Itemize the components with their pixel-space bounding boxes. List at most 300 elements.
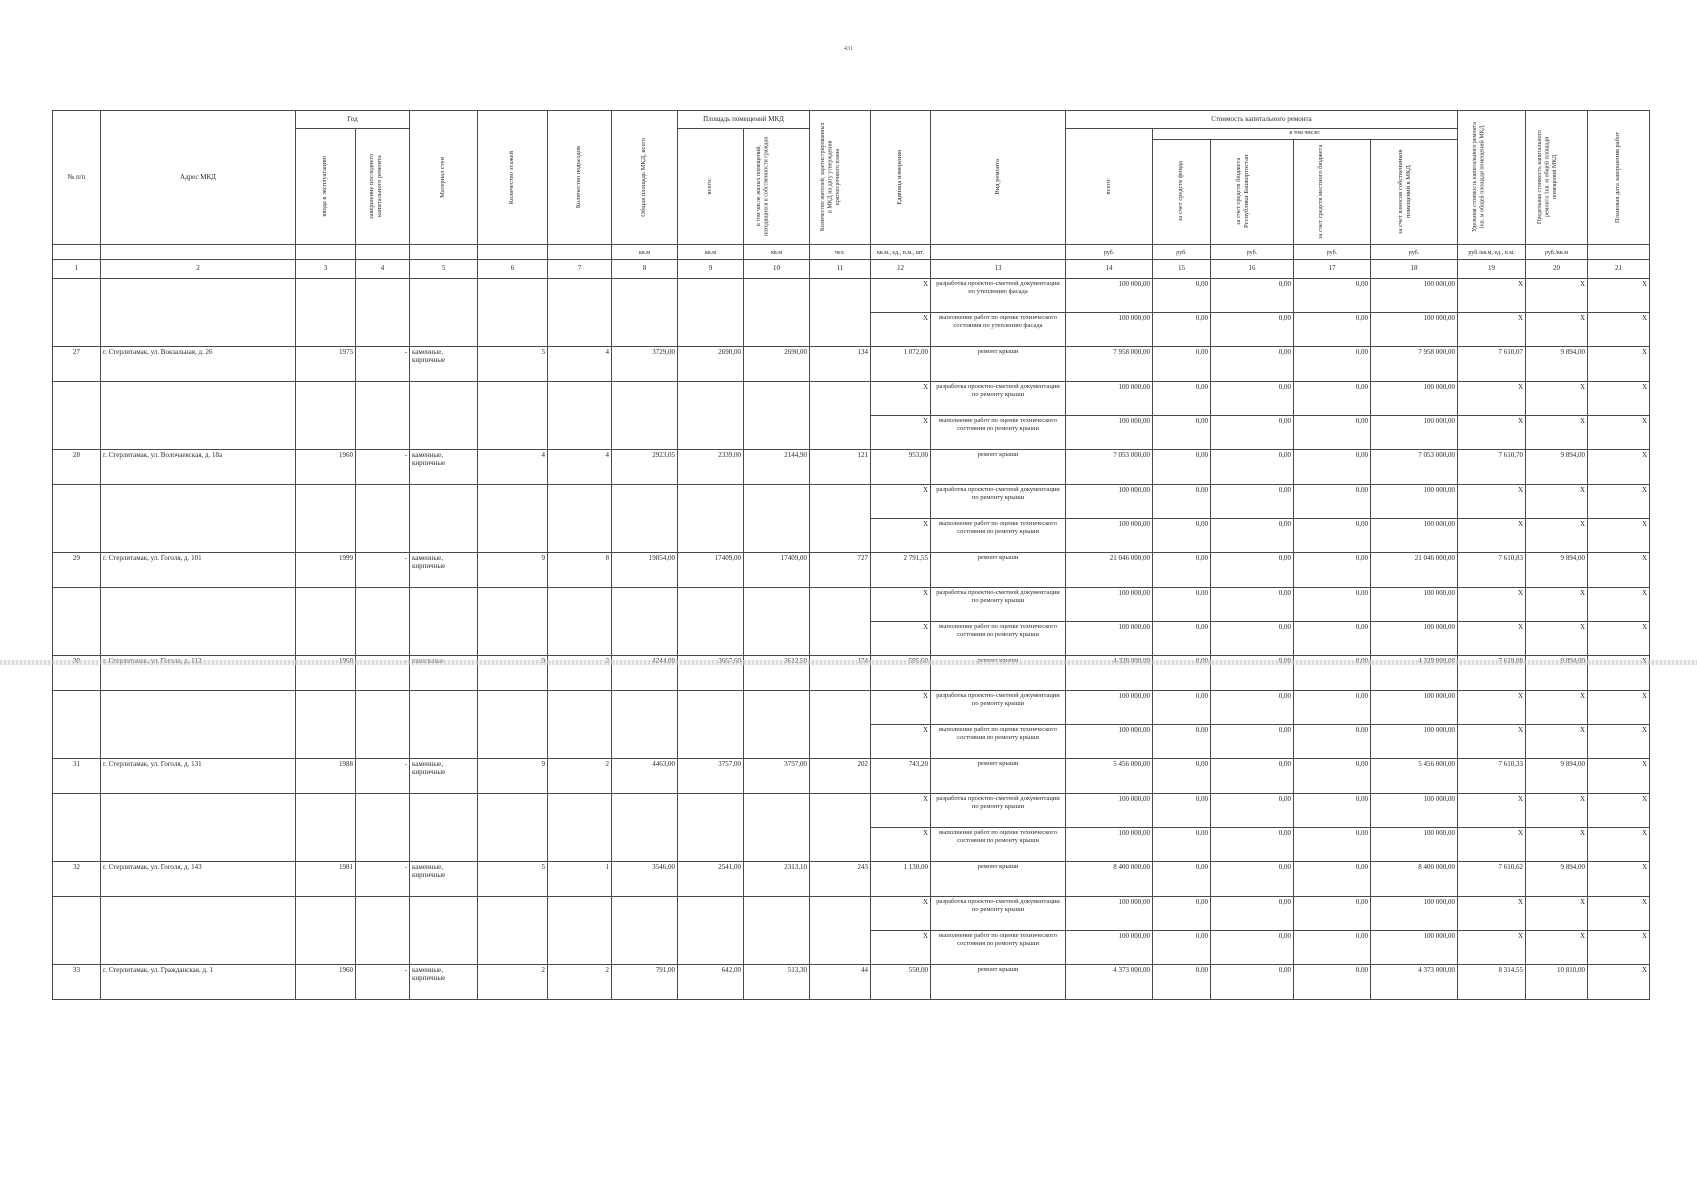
header-entrances-text: Количество подъездов [575,146,583,209]
work-item-row [53,896,1650,930]
table-cell: X [871,827,931,861]
table-cell [101,896,296,930]
table-cell [410,621,478,655]
table-cell: разработка проектно-сметной документации по утеплению фасада [931,278,1066,312]
table-cell: X [1588,312,1650,346]
column-index-cell: 20 [1526,259,1588,278]
table-cell: 0,00 [1211,861,1294,896]
table-cell [101,484,296,518]
column-index-cell: 18 [1371,259,1458,278]
column-index-cell: 12 [871,259,931,278]
table-cell [478,793,548,827]
table-cell: 100 000,00 [1066,793,1153,827]
table-cell: 4 373 000,00 [1066,964,1153,999]
table-cell [744,724,810,758]
header-cost-owners [1371,139,1458,244]
table-cell [744,415,810,449]
header-max-cost-text: Предельная стоимость капитального ремонта 1кв. м общей площади помещений МКД [1536,130,1558,225]
table-cell [101,690,296,724]
table-cell: X [1526,278,1588,312]
table-cell: 121 [810,449,871,484]
table-cell: 0,00 [1294,964,1371,999]
table-cell: 0,00 [1294,758,1371,793]
table-cell: 0,00 [1294,415,1371,449]
header-year-group: Год [296,111,410,129]
table-cell: 0,00 [1153,415,1211,449]
column-index-cell: 14 [1066,259,1153,278]
column-index-cell: 11 [810,259,871,278]
table-cell: 0,00 [1211,724,1294,758]
table-cell [356,621,410,655]
table-cell: 2 [478,964,548,999]
table-cell [53,484,101,518]
table-cell: ремонт крыши [931,758,1066,793]
header-cost-local [1294,139,1371,244]
header-residents [810,111,871,245]
table-cell [548,793,612,827]
table-cell [410,381,478,415]
table-cell [296,724,356,758]
table-cell: 0,00 [1153,690,1211,724]
table-cell: X [1526,381,1588,415]
table-cell [356,381,410,415]
table-cell: 5 [478,346,548,381]
table-cell: 0,00 [1294,861,1371,896]
table-cell [101,415,296,449]
table-cell: 2 791,55 [871,552,931,587]
work-item-row [53,827,1650,861]
table-cell [478,724,548,758]
table-cell: 0,00 [1294,930,1371,964]
house-row [53,552,1650,587]
table-cell [478,381,548,415]
table-cell: 17409,00 [744,552,810,587]
table-cell [548,518,612,552]
header-entrances [548,111,612,245]
unit-cell: руб. [1294,244,1371,259]
table-cell [296,896,356,930]
table-cell: 100 000,00 [1371,896,1458,930]
table-cell: 100 000,00 [1371,621,1458,655]
table-cell: 27 [53,346,101,381]
table-cell: ремонт крыши [931,861,1066,896]
table-cell: 100 000,00 [1371,827,1458,861]
table-cell: 100 000,00 [1371,930,1458,964]
table-cell: X [1588,861,1650,896]
table-cell: 0,00 [1211,415,1294,449]
table-cell: 3757,00 [678,758,744,793]
table-cell: X [1588,278,1650,312]
header-year-commission-text: ввода в эксплуатацию [321,155,329,217]
table-cell: 0,00 [1211,381,1294,415]
column-index-cell: 4 [356,259,410,278]
table-cell: X [1458,587,1526,621]
table-cell [744,621,810,655]
table-cell [296,587,356,621]
table-cell: 8 314,55 [1458,964,1526,999]
header-premises-residents [744,129,810,245]
table-cell: X [1588,896,1650,930]
table-cell: 0,00 [1211,827,1294,861]
table-cell [612,415,678,449]
table-cell [744,381,810,415]
table-cell: 134 [810,346,871,381]
header-total-area [612,111,678,245]
table-cell: X [871,312,931,346]
table-cell [101,587,296,621]
unit-cell: руб./кв.м, ед., п.м. [1458,244,1526,259]
table-cell: 100 000,00 [1066,484,1153,518]
table-cell: 21 046 000,00 [1371,552,1458,587]
column-index-cell: 3 [296,259,356,278]
table-cell: 0,00 [1294,587,1371,621]
table-cell: 100 000,00 [1371,724,1458,758]
table-cell [548,415,612,449]
header-year-last-repair [356,129,410,245]
column-index-cell: 16 [1211,259,1294,278]
table-cell [612,518,678,552]
table-cell: X [1458,896,1526,930]
table-cell: каменные, кирпичные [410,758,478,793]
table-cell: 0,00 [1211,930,1294,964]
table-cell: X [1458,724,1526,758]
table-cell [356,690,410,724]
table-cell: 100 000,00 [1066,827,1153,861]
table-cell [548,278,612,312]
table-cell [101,518,296,552]
table-cell [296,621,356,655]
table-cell: 0,00 [1211,484,1294,518]
table-cell: X [1526,690,1588,724]
table-cell [356,278,410,312]
table-cell: X [871,793,931,827]
table-cell: 2923,05 [612,449,678,484]
table-cell [810,278,871,312]
table-cell: 0,00 [1211,587,1294,621]
table-cell [356,415,410,449]
table-cell [53,793,101,827]
table-cell [810,312,871,346]
table-cell: 1960 [296,964,356,999]
table-cell [101,278,296,312]
table-cell [296,415,356,449]
table-cell: X [1588,827,1650,861]
table-cell [678,724,744,758]
table-cell: X [1526,793,1588,827]
table-cell [53,724,101,758]
table-cell [101,793,296,827]
table-cell [548,930,612,964]
table-cell [356,484,410,518]
table-cell [612,312,678,346]
work-item-row [53,518,1650,552]
table-cell: 0,00 [1211,896,1294,930]
header-deadline-text: Плановая дата завершения работ [1614,131,1622,223]
table-cell [744,484,810,518]
table-cell: - [356,964,410,999]
table-cell: выполнение работ по оценке технического состояния по ремонту крыши [931,930,1066,964]
table-cell: 0,00 [1211,793,1294,827]
table-cell: выполнение работ по оценке технического состояния по ремонту крыши [931,827,1066,861]
table-cell [548,724,612,758]
table-cell: 0,00 [1294,552,1371,587]
table-cell: X [871,587,931,621]
table-cell: X [1588,346,1650,381]
table-cell [548,381,612,415]
table-cell: X [1458,415,1526,449]
header-work-type [931,111,1066,245]
table-cell [101,312,296,346]
table-cell [678,793,744,827]
table-cell: 550,00 [871,964,931,999]
table-cell: 3729,00 [612,346,678,381]
header-work-type-text: Вид ремонта [993,159,1001,196]
table-cell [810,518,871,552]
table-cell: 0,00 [1211,312,1294,346]
unit-cell: кв.м [744,244,810,259]
table-cell [410,518,478,552]
table-cell [744,690,810,724]
table-cell [478,484,548,518]
table-cell: 0,00 [1153,758,1211,793]
table-cell: 0,00 [1153,930,1211,964]
table-cell [810,587,871,621]
table-cell: выполнение работ по оценке технического состояния по утеплению фасада [931,312,1066,346]
table-cell [478,896,548,930]
table-cell: X [1526,827,1588,861]
table-cell: X [1526,518,1588,552]
table-cell [53,518,101,552]
table-cell: 0,00 [1294,621,1371,655]
table-cell: выполнение работ по оценке технического состояния по ремонту крыши [931,415,1066,449]
header-cost-fund-text: за счет средств фонда [1177,161,1185,222]
table-cell: 3757,00 [744,758,810,793]
table-cell [548,587,612,621]
table-cell: - [356,346,410,381]
table-cell: 0,00 [1294,484,1371,518]
header-floors-text: Количество этажей [508,150,516,204]
header-residents-text: Количество жителей, зарегистрированных в МКД на дату утверждения краткосрочного плана [820,122,841,232]
table-cell: 0,00 [1211,690,1294,724]
table-cell: 7 610,33 [1458,758,1526,793]
table-cell: X [1588,690,1650,724]
unit-cell [356,244,410,259]
table-cell [410,930,478,964]
table-cell [356,930,410,964]
table-cell [101,827,296,861]
header-wall-material [410,111,478,245]
table-cell: 1999 [296,552,356,587]
table-cell [478,690,548,724]
table-cell: 0,00 [1153,552,1211,587]
table-cell: 7 053 000,00 [1371,449,1458,484]
table-cell [612,724,678,758]
table-cell [101,621,296,655]
table-cell [612,381,678,415]
table-cell [548,484,612,518]
table-cell: X [1588,724,1650,758]
table-cell [678,587,744,621]
table-cell: 2690,00 [678,346,744,381]
table-cell: каменные, кирпичные [410,552,478,587]
table-cell: 1 072,00 [871,346,931,381]
column-index-cell: 10 [744,259,810,278]
header-unit-cost [1458,111,1526,245]
table-cell [612,896,678,930]
header-cost-republic-text: за счет средств бюджета Республики Башкортостан [1235,154,1251,229]
table-cell: 100 000,00 [1371,278,1458,312]
table-cell: 0,00 [1294,690,1371,724]
table-cell: X [1588,552,1650,587]
unit-cell [410,244,478,259]
table-cell: 243 [810,861,871,896]
table-cell: X [871,278,931,312]
table-cell [53,415,101,449]
table-cell: 7 610,62 [1458,861,1526,896]
table-cell: X [1458,278,1526,312]
table-cell [296,278,356,312]
header-wall-material-text: Материал стен [439,156,447,198]
header-cost-incl: в том числе: [1153,129,1458,140]
table-cell [478,312,548,346]
table-cell: 0,00 [1153,518,1211,552]
table-cell: 3546,00 [612,861,678,896]
table-cell: 953,00 [871,449,931,484]
table-cell [744,312,810,346]
table-cell: 9 894,00 [1526,346,1588,381]
header-cost-local-text: за счет средств местного бюджета [1317,144,1324,239]
header-cost-fund [1153,139,1211,244]
column-index-cell: 9 [678,259,744,278]
table-cell [744,793,810,827]
table-cell: 1975 [296,346,356,381]
table-cell [53,621,101,655]
table-cell: каменные, кирпичные [410,964,478,999]
work-item-row [53,621,1650,655]
table-cell: 4 [548,346,612,381]
table-cell: 17409,00 [678,552,744,587]
table-cell: 21 046 000,00 [1066,552,1153,587]
table-cell: 29 [53,552,101,587]
unit-cell [931,244,1066,259]
table-cell [53,587,101,621]
table-cell: 0,00 [1211,278,1294,312]
work-item-row [53,930,1650,964]
table-cell [101,930,296,964]
table-cell: X [871,518,931,552]
table-cell [478,518,548,552]
unit-cell: чел. [810,244,871,259]
table-cell: 32 [53,861,101,896]
table-cell [478,827,548,861]
table-cell: 0,00 [1153,964,1211,999]
header-premises-residents-text: в том числе жилых помещений, находящихся в собственности граждан [755,136,769,236]
table-cell: 9 894,00 [1526,758,1588,793]
table-cell: 2339,00 [678,449,744,484]
table-cell [53,312,101,346]
table-cell [548,621,612,655]
table-cell: 1988 [296,758,356,793]
column-index-cell: 5 [410,259,478,278]
table-cell: 0,00 [1294,518,1371,552]
table-cell: ремонт крыши [931,346,1066,381]
table-cell [744,827,810,861]
table-cell: X [1588,415,1650,449]
table-cell: X [1526,930,1588,964]
table-cell [548,827,612,861]
table-cell: 642,00 [678,964,744,999]
table-cell: 2690,00 [744,346,810,381]
table-cell [810,930,871,964]
table-cell: X [1458,381,1526,415]
table-cell: X [1526,587,1588,621]
table-cell: каменные, кирпичные [410,346,478,381]
table-cell: 0,00 [1211,552,1294,587]
table-cell: X [1458,312,1526,346]
table-cell: 5 456 000,00 [1371,758,1458,793]
column-index-cell: 21 [1588,259,1650,278]
table-cell: X [871,930,931,964]
table-cell [810,827,871,861]
unit-cell [548,244,612,259]
table-cell [810,793,871,827]
table-cell [296,484,356,518]
table-cell [678,312,744,346]
table-cell: г. Стерлитамак, ул. Волочаевская, д. 18а [101,449,296,484]
table-cell [678,484,744,518]
table-cell: 0,00 [1294,381,1371,415]
table-cell: 0,00 [1153,587,1211,621]
table-cell: - [356,552,410,587]
table-cell: 4463,00 [612,758,678,793]
table-cell [810,381,871,415]
table-cell: 0,00 [1153,861,1211,896]
column-index-cell: 6 [478,259,548,278]
table-cell: 0,00 [1153,381,1211,415]
table-cell: 8 400 000,00 [1371,861,1458,896]
table-cell: 2541,00 [678,861,744,896]
table-cell [810,724,871,758]
unit-cell: кв.м [678,244,744,259]
table-cell: г. Стерлитамак, ул. Гоголя, д. 131 [101,758,296,793]
header-year-commission [296,129,356,245]
table-cell: 1 [548,861,612,896]
unit-cell [1588,244,1650,259]
table-cell: 743,20 [871,758,931,793]
table-cell: 5 [478,861,548,896]
table-cell [101,724,296,758]
table-cell: X [1588,964,1650,999]
table-cell: 100 000,00 [1066,587,1153,621]
table-cell: г. Стерлитамак, ул. Вокзальная, д. 26 [101,346,296,381]
house-row [53,346,1650,381]
table-cell: 0,00 [1294,449,1371,484]
table-cell: 513,30 [744,964,810,999]
table-cell: 8 [548,552,612,587]
table-cell: X [1526,896,1588,930]
table-cell: 0,00 [1153,312,1211,346]
house-row [53,964,1650,999]
table-cell: X [1588,930,1650,964]
table-cell [410,484,478,518]
column-index-cell: 7 [548,259,612,278]
table-cell: 7 958 000,00 [1066,346,1153,381]
table-cell: 100 000,00 [1066,278,1153,312]
header-cost-republic [1211,139,1294,244]
table-cell [744,930,810,964]
header-unit-cost-text: Удельная стоимость капитального ремонта 1кв. м общей площади помещений МКД [1471,122,1485,233]
table-cell: г. Стерлитамак, ул. Гоголя, д. 143 [101,861,296,896]
